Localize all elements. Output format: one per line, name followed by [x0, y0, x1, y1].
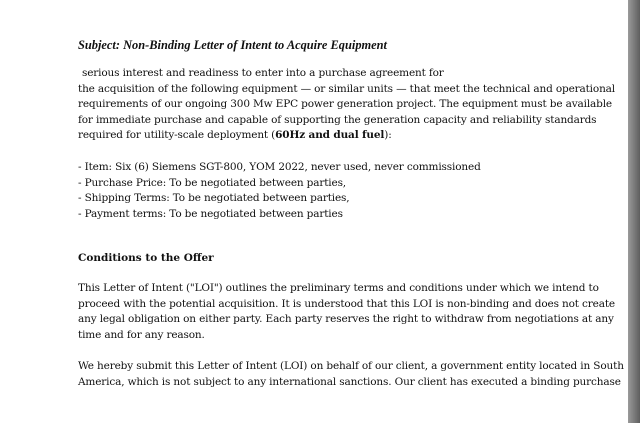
list-item: - Purchase Price: To be negotiated between parties,: [78, 176, 346, 189]
paragraph-line: America, which is not subject to any international sanctions. Our client has executed a binding purchase: [78, 375, 621, 388]
paragraph-line: any legal obligation on either party. Each party reserves the right to withdraw from negotiations at any: [78, 313, 614, 326]
intro-paragraph: [78, 66, 615, 144]
list-item: - Shipping Terms: To be negotiated between parties,: [78, 192, 350, 205]
equipment-terms-list: [78, 160, 481, 222]
section-heading: Conditions to the Offer: [78, 252, 214, 264]
paragraph-line: This Letter of Intent ("LOI") outlines the preliminary terms and conditions under which we intend to: [78, 282, 599, 294]
paragraph-line: proceed with the potential acquisition. It is understood that this LOI is non-binding and does not create: [78, 297, 615, 310]
list-item: - Item: Six (6) Siemens SGT-800, YOM 2022, never used, never commissioned: [78, 161, 481, 173]
list-item: - Payment terms: To be negotiated between parties: [78, 207, 343, 220]
page-edge-shadow: [628, 0, 640, 423]
submission-paragraph: [78, 359, 624, 390]
paragraph-line: We hereby submit this Letter of Intent (LOI) on behalf of our client, a government entity located in South: [78, 360, 624, 372]
intro-line: serious interest and readiness to enter into a purchase agreement for: [82, 67, 444, 79]
intro-line: requirements of our ongoing 300 Mw EPC power generation project. The equipment must be available: [78, 98, 612, 111]
conditions-paragraph: [78, 281, 615, 343]
spec-highlight: 60Hz and dual fuel: [275, 129, 385, 142]
intro-line: the acquisition of the following equipment — or similar units — that meet the technical and operational: [78, 82, 615, 95]
intro-line: for immediate purchase and capable of supporting the generation capacity and reliability standards: [78, 113, 597, 126]
intro-text: ):: [384, 129, 392, 142]
intro-text: required for utility-scale deployment (: [78, 129, 276, 142]
paragraph-line: time and for any reason.: [78, 328, 205, 341]
intro-line: [78, 128, 615, 144]
subject-line: Subject: Non-Binding Letter of Intent to Acquire Equipment: [78, 38, 387, 52]
